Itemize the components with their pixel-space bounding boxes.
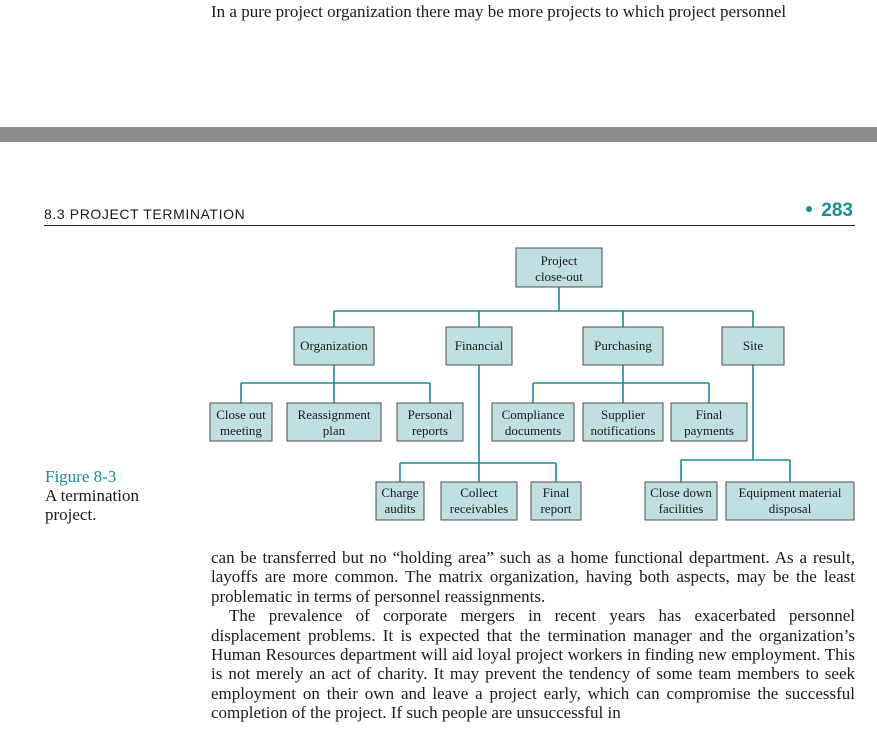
node-label: Purchasing bbox=[594, 338, 652, 353]
running-head: 8.3 PROJECT TERMINATION bbox=[44, 206, 246, 222]
body-text bbox=[211, 548, 855, 723]
page-number-value: 283 bbox=[821, 200, 853, 221]
figure-number: Figure 8-3 bbox=[45, 467, 117, 486]
node-close-out-meeting bbox=[210, 403, 272, 441]
node-label-line-1: Charge bbox=[381, 485, 419, 500]
connector-purchasing bbox=[533, 365, 709, 403]
chart-connectors bbox=[241, 287, 790, 482]
node-label-line-1: Supplier bbox=[600, 407, 646, 422]
paragraph-2: The prevalence of corporate mergers in recent years has exacerbated personnel displacement problems. It is expected that the termination manager and the organization’s Human Resources department will aid loyal project workers in finding new employment. This is not merely an act of charity. It may prevent the tendency of some team members to seek employment on their own and leave a project early, which can compromise the successful completion of the project. If such people are unsuccessful in bbox=[211, 606, 855, 723]
node-label-line-1: Close down bbox=[650, 485, 712, 500]
bullet-icon: ● bbox=[804, 200, 814, 216]
node-equipment-material-disposal bbox=[726, 482, 854, 520]
node-site bbox=[722, 327, 784, 365]
node-label-line-1: Final bbox=[542, 485, 570, 500]
node-final-report bbox=[531, 482, 581, 520]
node-final-payments bbox=[671, 403, 747, 441]
node-label-line-2: meeting bbox=[220, 423, 262, 438]
node-label-line-2: facilities bbox=[658, 501, 704, 516]
node-organization bbox=[294, 327, 374, 365]
node-financial bbox=[446, 327, 512, 365]
connector-level1-drops bbox=[334, 311, 753, 327]
node-label-line-2: reports bbox=[411, 423, 449, 438]
node-charge-audits bbox=[376, 482, 424, 520]
node-label-line-1: Final bbox=[695, 407, 723, 422]
node-label-line-2: audits bbox=[384, 501, 416, 516]
node-close-down-facilities bbox=[645, 482, 717, 520]
node-collect-receivables bbox=[441, 482, 517, 520]
node-purchasing bbox=[583, 327, 663, 365]
top-text-line: In a pure project organization there may be more projects to which project personnel bbox=[211, 2, 787, 21]
node-personal-reports bbox=[397, 403, 463, 441]
node-label-line-2: notifications bbox=[590, 423, 656, 438]
node-label-line-2: documents bbox=[504, 423, 562, 438]
node-label-line-2: receivables bbox=[449, 501, 509, 516]
node-label: Financial bbox=[454, 338, 504, 353]
node-label-line-1: Reassignment bbox=[297, 407, 371, 422]
paragraph-1: can be transferred but no “holding area” such as a home functional department. As a result, layoffs are more common. The matrix organization, having both aspects, may be the least problematic in terms of personnel reassignments. bbox=[211, 548, 855, 606]
node-supplier-notifications bbox=[583, 403, 663, 441]
node-label-line-2: plan bbox=[322, 423, 346, 438]
node-label-line-1: Close out bbox=[216, 407, 266, 422]
node-project-close-out bbox=[516, 248, 602, 287]
node-label: Site bbox=[742, 338, 764, 353]
node-label-line-2: report bbox=[540, 501, 572, 516]
node-label-line-1: Project bbox=[540, 253, 578, 268]
node-label-line-1: Compliance bbox=[501, 407, 565, 422]
node-reassignment-plan bbox=[287, 403, 381, 441]
node-label-line-1: Equipment material bbox=[738, 485, 842, 500]
node-label: Organization bbox=[300, 338, 368, 353]
node-label-line-2: payments bbox=[684, 423, 734, 438]
node-compliance-documents bbox=[492, 403, 574, 441]
node-label-line-2: close-out bbox=[535, 269, 583, 284]
node-label-line-1: Collect bbox=[460, 485, 498, 500]
node-label-line-2: disposal bbox=[768, 501, 812, 516]
figure-caption-text: A termination project. bbox=[45, 486, 139, 524]
node-label-line-1: Personal bbox=[407, 407, 453, 422]
connector-organization bbox=[241, 365, 430, 403]
